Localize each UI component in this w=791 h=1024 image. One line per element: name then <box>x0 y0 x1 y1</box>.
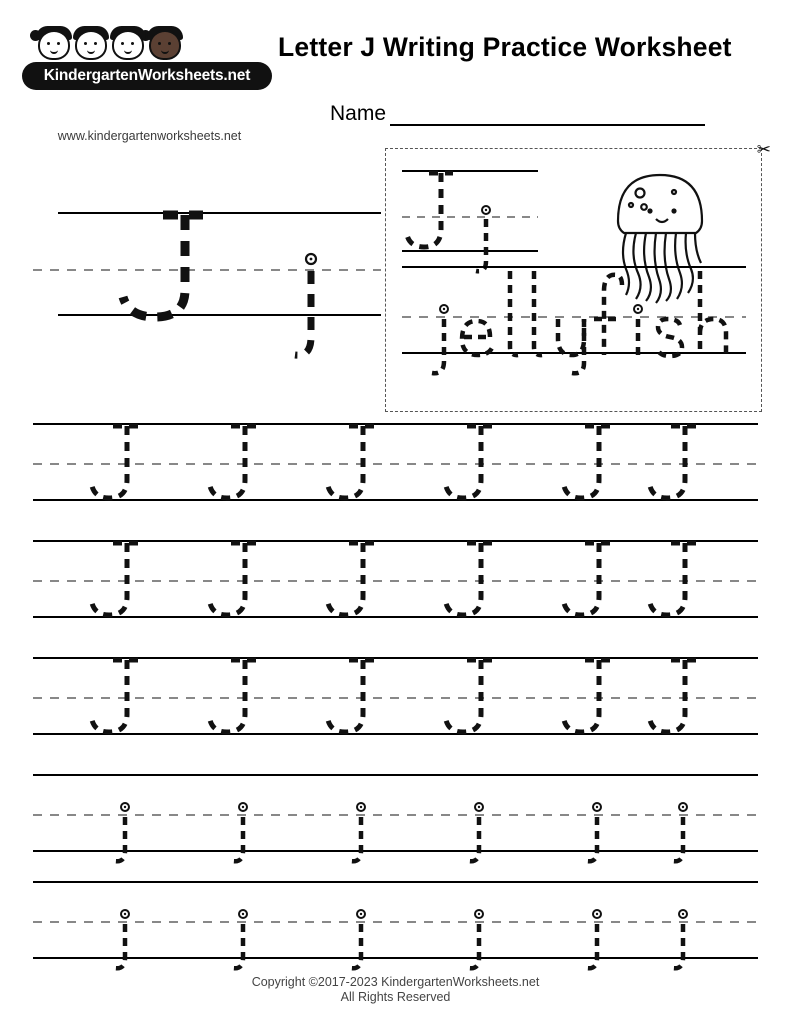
site-logo[interactable] <box>22 20 272 90</box>
footer <box>0 975 791 1005</box>
practice-row-5[interactable] <box>33 876 758 968</box>
footer-rights: All Rights Reserved <box>340 990 451 1004</box>
page-title: Letter J Writing Practice Worksheet <box>278 32 732 62</box>
practice-row-2[interactable] <box>33 535 758 627</box>
practice-row-4[interactable] <box>33 769 758 861</box>
name-field-row <box>330 102 705 126</box>
practice-row-3[interactable] <box>33 652 758 744</box>
demo-letters-svg <box>33 205 383 395</box>
jellyfish-icon <box>618 175 702 303</box>
cutout-box <box>385 140 771 412</box>
kid-icon-3 <box>108 26 148 66</box>
footer-copyright: Copyright ©2017-2023 KindergartenWorksheets.net <box>251 975 540 989</box>
scissors-icon: ✂ <box>756 140 771 159</box>
site-url: www.kindergartenworksheets.net <box>57 129 242 143</box>
kid-icon-2 <box>71 26 111 66</box>
kid-icon-4 <box>145 26 185 66</box>
demo-letter-area <box>33 205 383 405</box>
name-input-line[interactable] <box>390 102 705 126</box>
practice-row-1-svg <box>33 418 758 510</box>
practice-row-5-svg <box>33 876 758 968</box>
logo-banner <box>22 62 272 90</box>
kid-icon-1 <box>34 26 74 66</box>
practice-row-2-svg <box>33 535 758 627</box>
practice-row-3-svg <box>33 652 758 744</box>
practice-row-1[interactable] <box>33 418 758 510</box>
name-label: Name <box>330 102 387 125</box>
logo-text: KindergartenWorksheets.net <box>43 67 251 84</box>
cutout-content-svg <box>386 149 759 409</box>
kids-illustration <box>34 20 249 66</box>
practice-row-4-svg <box>33 769 758 861</box>
